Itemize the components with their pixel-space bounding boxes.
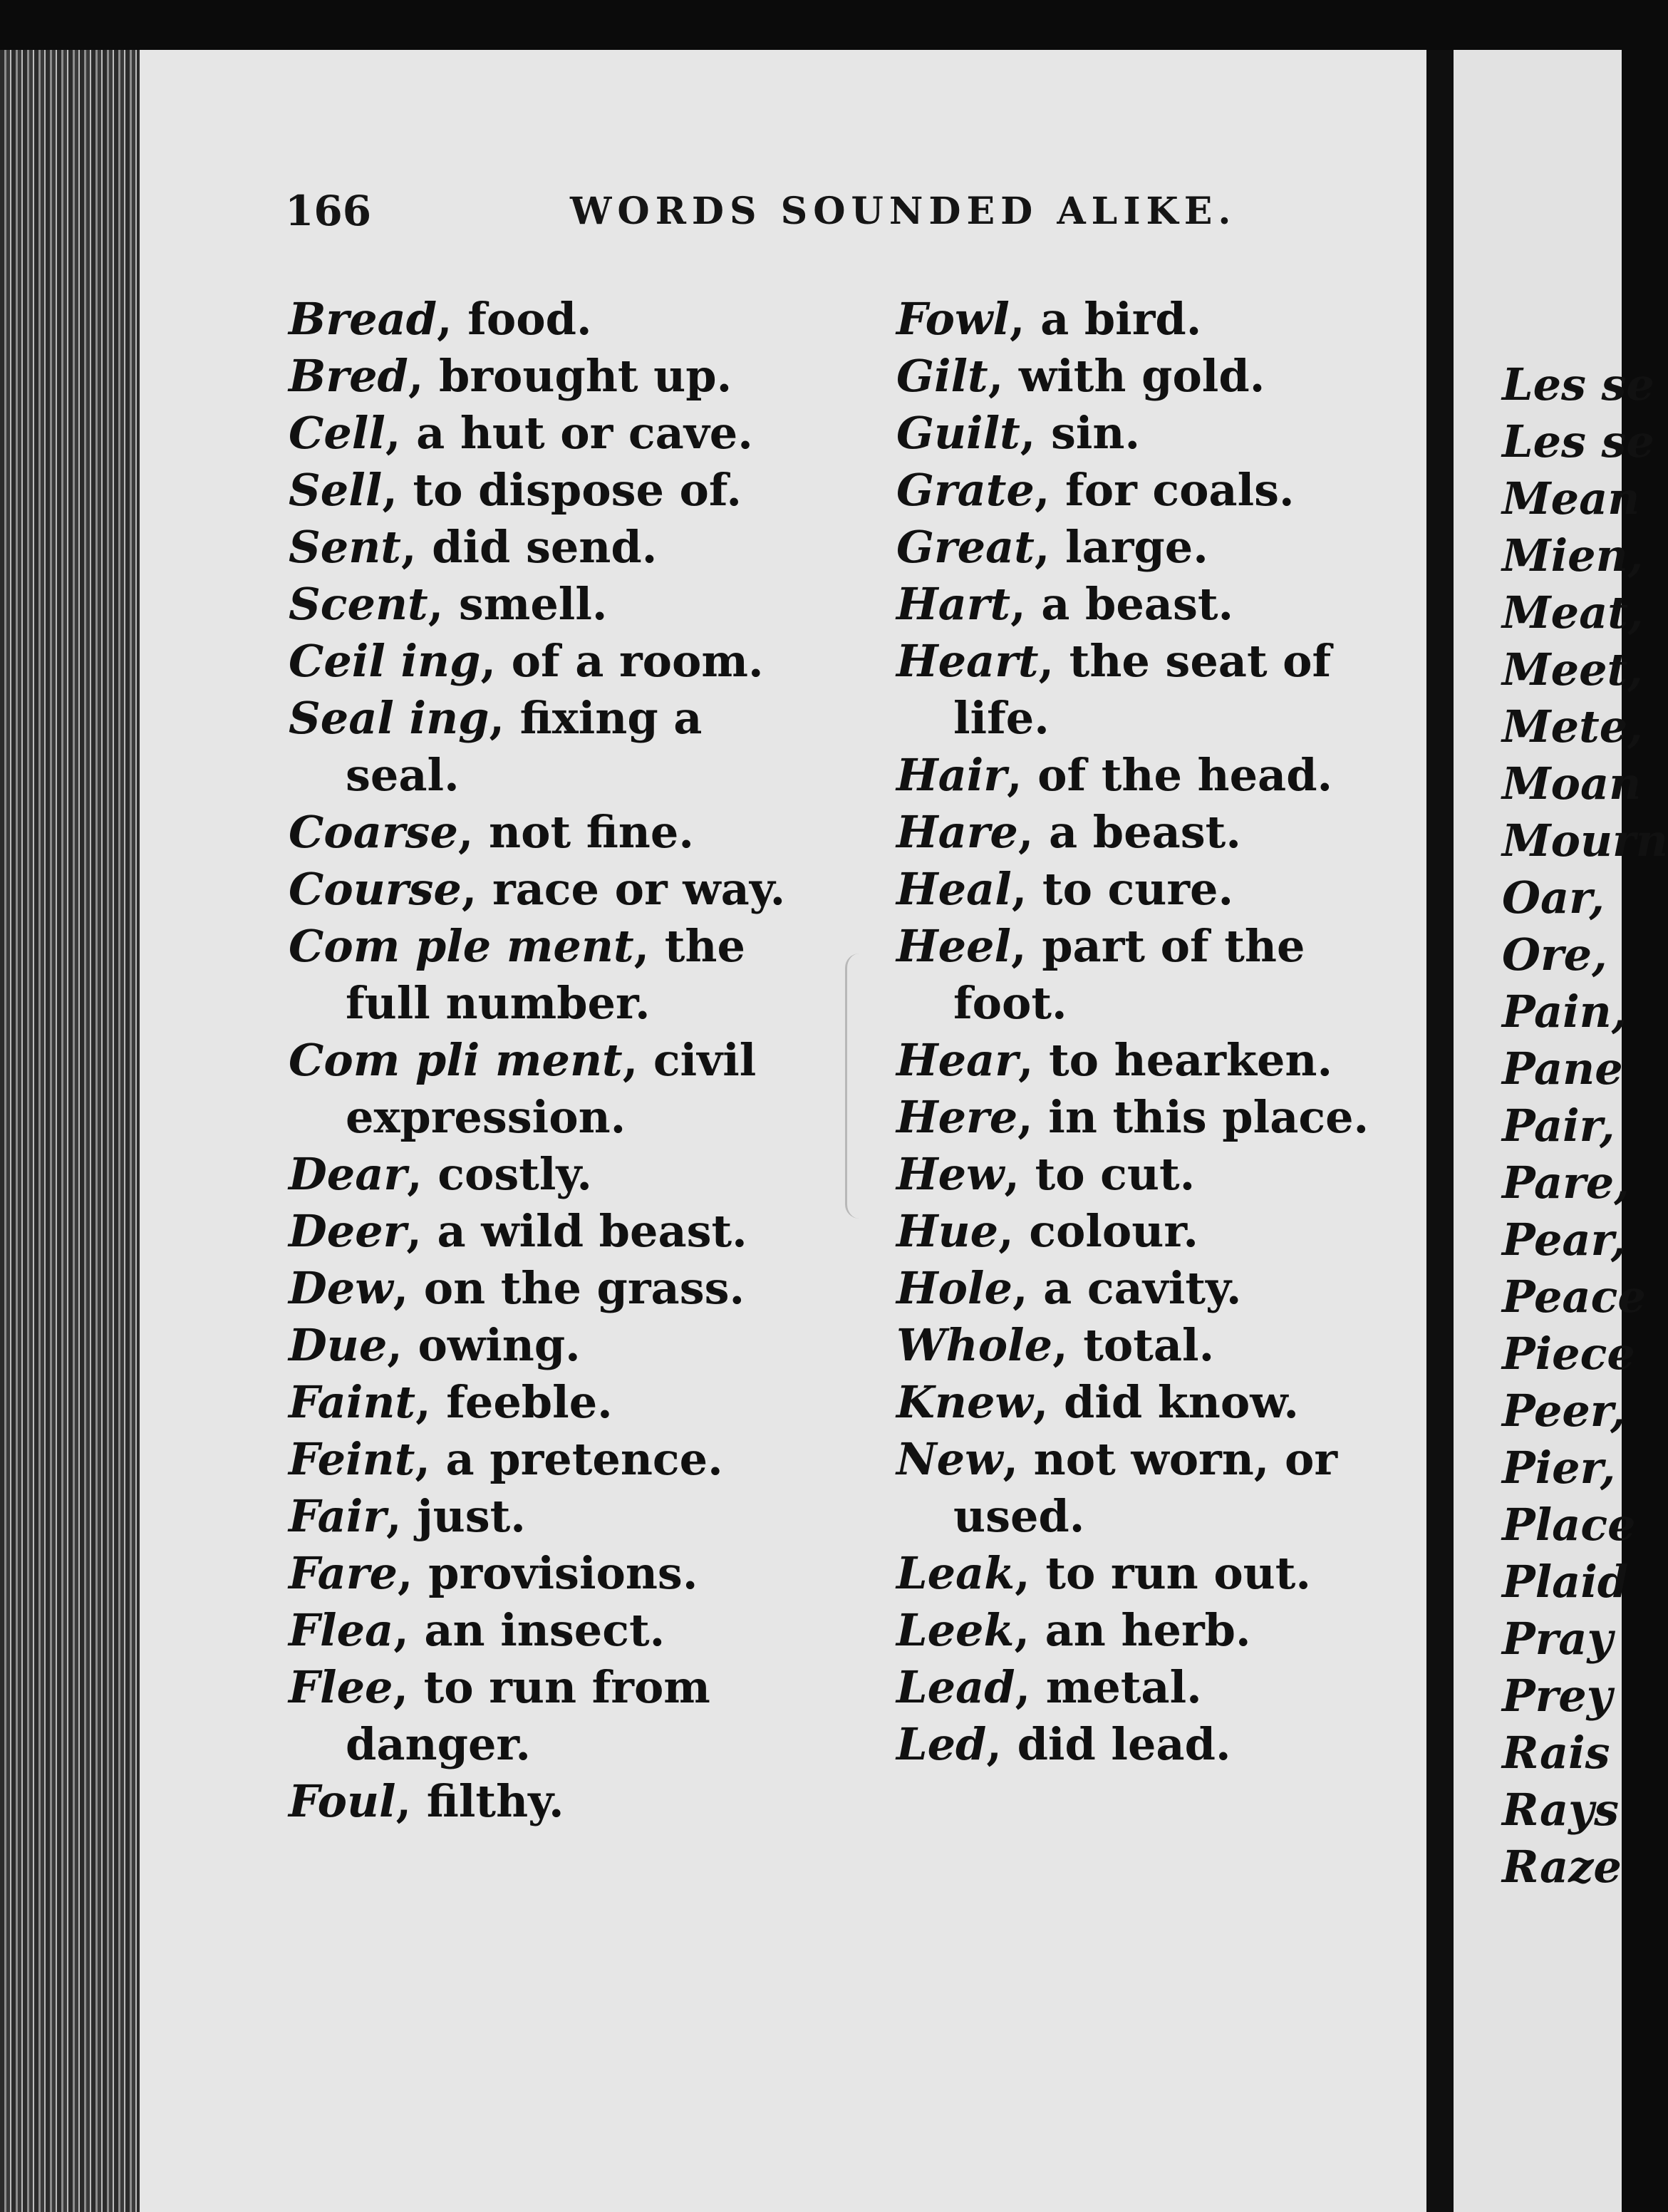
definition: , not worn, or used. [953, 1433, 1337, 1542]
headword: Sent [289, 521, 401, 573]
definition: , on the grass. [393, 1262, 745, 1314]
word-entry [896, 1545, 1395, 1602]
word-entry [289, 1773, 830, 1830]
headword: Flee [289, 1661, 393, 1713]
definition: , a beast. [1010, 578, 1234, 630]
word-entry [896, 1260, 1395, 1317]
definition: , to run from danger. [346, 1661, 710, 1770]
definition: , a beast. [1017, 806, 1241, 858]
definition: , an insect. [393, 1604, 665, 1656]
word-entry [289, 804, 830, 861]
facing-page-word: Peer, [1502, 1385, 1626, 1437]
headword: New [896, 1433, 1003, 1485]
headword: Gilt [896, 350, 988, 402]
headword: Dew [289, 1262, 393, 1314]
headword: Whole [896, 1319, 1053, 1371]
headword: Sell [289, 464, 383, 516]
word-entry [289, 861, 830, 918]
headword: Flea [289, 1604, 394, 1656]
headword: Lead [896, 1661, 1015, 1713]
definition: , large. [1034, 521, 1208, 573]
definition: , a cavity. [1012, 1262, 1242, 1314]
facing-page-word: Pare, [1502, 1157, 1630, 1209]
definition: , a pretence. [415, 1433, 723, 1485]
headword: Course [289, 863, 462, 915]
headword: Hear [896, 1034, 1018, 1086]
headword: Hole [896, 1262, 1012, 1314]
definition: , to run out. [1015, 1547, 1311, 1599]
definition: , to cut. [1004, 1148, 1196, 1200]
word-entry [289, 1488, 830, 1545]
word-entry [289, 918, 830, 1032]
word-entry [896, 1602, 1395, 1659]
facing-page-word: Place [1502, 1499, 1636, 1551]
headword: Guilt [896, 407, 1020, 459]
headword: Foul [289, 1775, 396, 1827]
word-entry [896, 1146, 1395, 1203]
definition: , did send. [400, 521, 658, 573]
facing-page-word: Pear, [1502, 1214, 1627, 1266]
headword: Seal ing [289, 692, 489, 744]
definition: , just. [386, 1490, 526, 1542]
word-entry [289, 519, 830, 576]
word-entry [896, 1089, 1395, 1146]
facing-page-word: Mien, [1502, 529, 1644, 582]
word-entry [896, 1716, 1395, 1773]
definition: , provisions. [397, 1547, 698, 1599]
word-entry [896, 348, 1395, 405]
facing-page-word: Pane [1502, 1043, 1623, 1095]
word-entry [289, 462, 830, 519]
headword: Leek [896, 1604, 1015, 1656]
headword: Deer [289, 1205, 407, 1257]
definition: , sin. [1020, 407, 1141, 459]
facing-page-word: Ore, [1502, 929, 1607, 981]
headword: Dear [289, 1148, 408, 1200]
definition: , did know. [1032, 1376, 1299, 1428]
definition: , filthy. [395, 1775, 564, 1827]
definition: , part of the foot. [953, 920, 1305, 1029]
word-entry [896, 918, 1395, 1032]
headword: Hew [896, 1148, 1005, 1200]
definition: , race or way. [461, 863, 786, 915]
definition: , a hut or cave. [385, 407, 753, 459]
definition: , metal. [1015, 1661, 1202, 1713]
headword: Here [896, 1091, 1018, 1143]
word-entry [896, 405, 1395, 462]
word-entry [289, 633, 830, 690]
word-entry [896, 1374, 1395, 1431]
definition: , to hearken. [1017, 1034, 1333, 1086]
word-entry [289, 1032, 830, 1146]
word-entry [896, 1032, 1395, 1089]
page-number: 166 [285, 187, 372, 235]
definition: , not fine. [457, 806, 694, 858]
definition: , food. [437, 293, 592, 345]
definition: , smell. [428, 578, 608, 630]
definition: , costly. [407, 1148, 592, 1200]
definition: , of the head. [1006, 749, 1333, 801]
definition: , civil expression. [346, 1034, 757, 1143]
definition: , the full number. [346, 920, 745, 1029]
facing-page-word: Rays [1502, 1784, 1620, 1836]
word-entry [896, 861, 1395, 918]
word-entry [289, 1659, 830, 1773]
headword: Ceil ing [289, 635, 481, 687]
facing-page-word: Rais [1502, 1727, 1610, 1779]
word-entry [289, 1260, 830, 1317]
definition: , the seat of life. [953, 635, 1332, 744]
word-entry [896, 1203, 1395, 1260]
headword: Heel [896, 920, 1012, 972]
facing-page-word: Moan [1502, 758, 1642, 810]
word-entry [289, 576, 830, 633]
page-edges [0, 50, 140, 2212]
headword: Knew [896, 1376, 1033, 1428]
definition: , a wild beast. [406, 1205, 747, 1257]
headword: Fare [289, 1547, 398, 1599]
definition: , did lead. [986, 1718, 1231, 1770]
word-entry [289, 1317, 830, 1374]
facing-page-word: Oar, [1502, 872, 1605, 924]
definition: , fixing a seal. [346, 692, 703, 801]
definition: , brought up. [408, 350, 732, 402]
headword: Coarse [289, 806, 458, 858]
headword: Due [289, 1319, 388, 1371]
word-entry [289, 1146, 830, 1203]
facing-page-word: Meet, [1502, 644, 1643, 696]
word-entry [896, 519, 1395, 576]
definition: , owing. [387, 1319, 581, 1371]
definition: , to dispose of. [382, 464, 742, 516]
facing-page-word: Les se [1502, 358, 1654, 410]
headword: Bread [289, 293, 437, 345]
page-header [285, 187, 1354, 244]
headword: Com ple ment [289, 920, 634, 972]
word-entry [289, 1374, 830, 1431]
headword: Hue [896, 1205, 999, 1257]
facing-page-word: Piece [1502, 1328, 1635, 1380]
headword: Grate [896, 464, 1035, 516]
headword: Cell [289, 407, 385, 459]
word-entry [896, 462, 1395, 519]
word-entry [896, 1659, 1395, 1716]
scan-corner [0, 0, 150, 50]
word-entry [896, 1431, 1395, 1545]
word-entry [896, 747, 1395, 804]
facing-page-word: Plaid [1502, 1556, 1629, 1608]
headword: Hart [896, 578, 1011, 630]
book-gutter [1426, 50, 1454, 2212]
definition: , of a room. [480, 635, 764, 687]
facing-page-word: Pain, [1502, 986, 1627, 1038]
word-entry [289, 1602, 830, 1659]
definition: , feeble. [415, 1376, 613, 1428]
headword: Heart [896, 635, 1039, 687]
facing-page-word: Mete, [1502, 701, 1643, 753]
word-entry [289, 291, 830, 348]
right-word-column [896, 291, 1395, 1773]
facing-page-word: Les se [1502, 415, 1654, 467]
word-entry [289, 405, 830, 462]
headword: Hare [896, 806, 1018, 858]
headword: Com pli ment [289, 1034, 623, 1086]
headword: Feint [289, 1433, 415, 1485]
definition: , an herb. [1014, 1604, 1251, 1656]
left-word-column [289, 291, 830, 1830]
definition: , to cure. [1011, 863, 1234, 915]
headword: Leak [896, 1547, 1015, 1599]
headword: Fowl [896, 293, 1010, 345]
faint-bracket [845, 953, 867, 1219]
facing-page-word: Pair, [1502, 1100, 1615, 1152]
word-entry [896, 291, 1395, 348]
word-entry [289, 348, 830, 405]
facing-page-word: Prey [1502, 1670, 1612, 1722]
word-entry [896, 576, 1395, 633]
facing-page-word: Meat, [1502, 586, 1644, 639]
word-entry [896, 1317, 1395, 1374]
headword: Great [896, 521, 1035, 573]
definition: , with gold. [988, 350, 1265, 402]
running-title: WORDS SOUNDED ALIKE. [570, 190, 1237, 233]
headword: Fair [289, 1490, 387, 1542]
facing-page-word: Mean [1502, 472, 1640, 524]
headword: Heal [896, 863, 1012, 915]
facing-page-word: Raze [1502, 1841, 1622, 1893]
definition: , for coals. [1034, 464, 1295, 516]
headword: Bred [289, 350, 408, 402]
definition: , total. [1052, 1319, 1215, 1371]
word-entry [289, 1545, 830, 1602]
headword: Led [896, 1718, 987, 1770]
facing-page-word: Pier, [1502, 1442, 1616, 1494]
facing-page-word-column [1502, 356, 1668, 1896]
headword: Hair [896, 749, 1007, 801]
word-entry [289, 1203, 830, 1260]
headword: Scent [289, 578, 428, 630]
definition: , in this place. [1017, 1091, 1369, 1143]
word-entry [289, 690, 830, 804]
facing-page-word: Mourn [1502, 815, 1668, 867]
definition: , a bird. [1009, 293, 1202, 345]
facing-page-word: Peace [1502, 1271, 1646, 1323]
definition: , colour. [998, 1205, 1198, 1257]
word-entry [289, 1431, 830, 1488]
word-entry [896, 804, 1395, 861]
headword: Faint [289, 1376, 416, 1428]
word-entry [896, 633, 1395, 747]
facing-page-word: Pray [1502, 1613, 1613, 1665]
